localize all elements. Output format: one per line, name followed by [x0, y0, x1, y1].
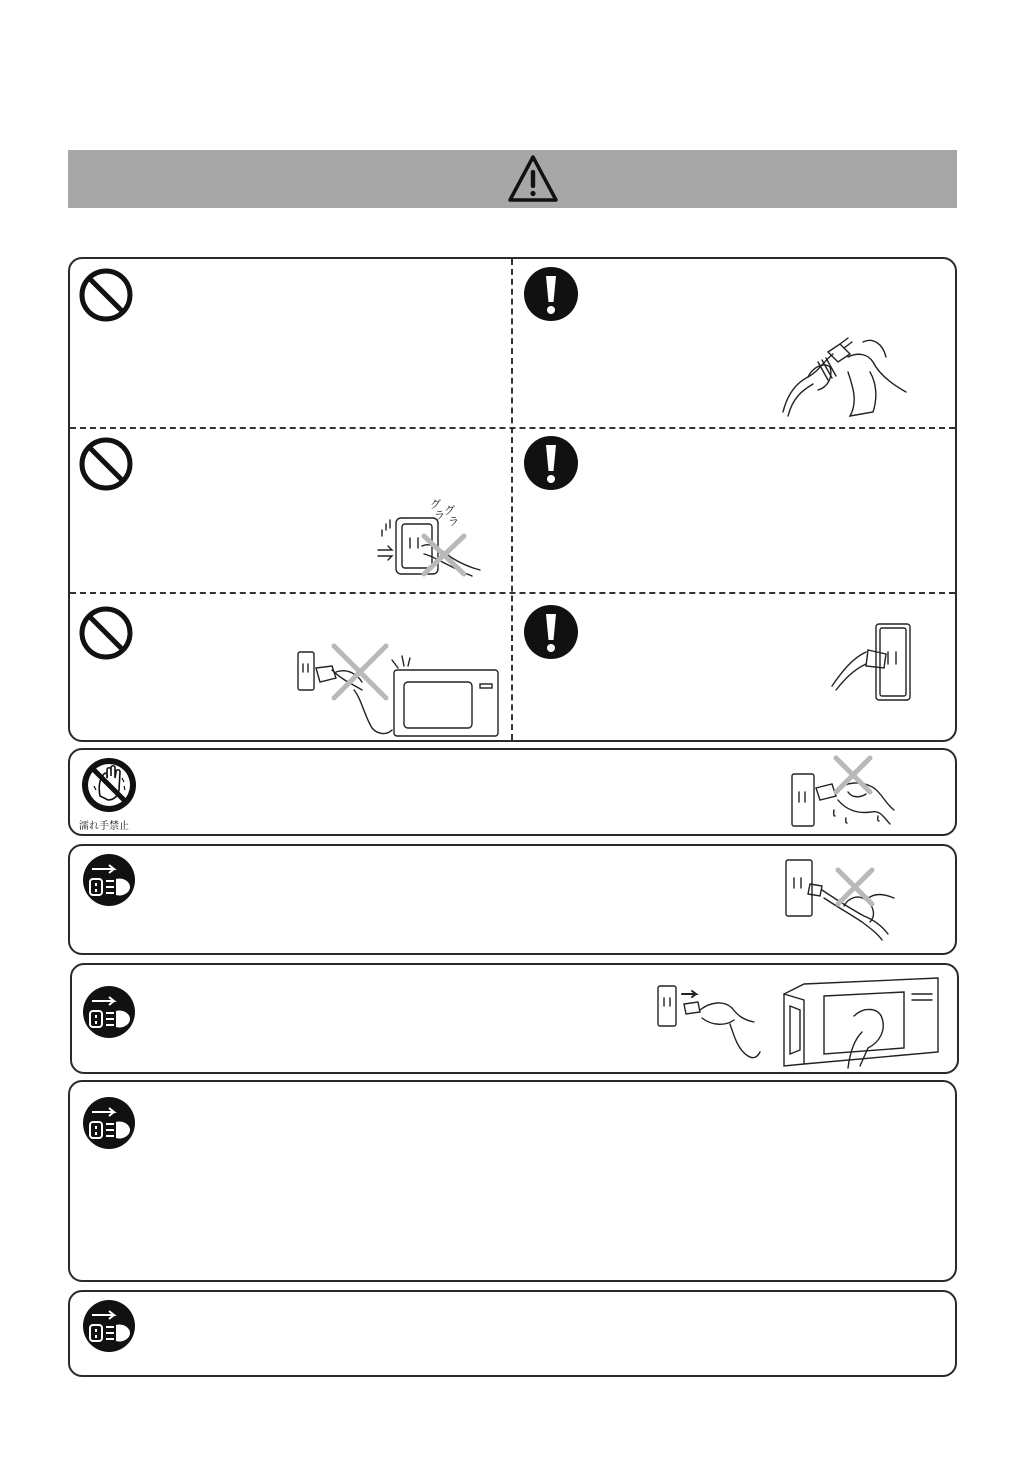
wet-hands-caption: 濡れ手禁止 [79, 821, 129, 832]
grid-horizontal-divider-2 [70, 592, 955, 594]
svg-text:グ: グ [430, 498, 441, 511]
hands-wiping-plug-illustration [778, 332, 913, 420]
wet-hands-prohibited-icon [80, 756, 138, 814]
unplug-icon [82, 1299, 136, 1353]
unplug-icon [82, 853, 136, 907]
pull-cord-prohibited-illustration [784, 858, 896, 942]
svg-text:ラ: ラ [434, 509, 445, 522]
svg-text:グ: グ [444, 504, 455, 517]
unplug-box-3 [68, 1080, 957, 1282]
prohibition-icon [78, 605, 134, 661]
warning-triangle-icon [507, 154, 559, 204]
unplug-and-clean-microwave-illustration [654, 976, 940, 1072]
prohibition-icon [78, 436, 134, 492]
exclamation-icon [523, 435, 579, 491]
svg-text:ラ: ラ [448, 515, 459, 528]
unplug-box-4 [68, 1290, 957, 1377]
loose-outlet-plug-illustration [372, 496, 482, 580]
grid-vertical-divider [511, 259, 513, 740]
microwave-cord-pull-illustration [292, 640, 504, 740]
plug-in-outlet-illustration [828, 620, 916, 704]
exclamation-icon [523, 604, 579, 660]
warning-banner [68, 150, 957, 208]
exclamation-icon [523, 266, 579, 322]
wet-hands-plug-illustration [786, 752, 906, 832]
unplug-icon [82, 1096, 136, 1150]
grid-horizontal-divider-1 [70, 427, 955, 429]
prohibition-icon [78, 267, 134, 323]
unplug-icon [82, 985, 136, 1039]
